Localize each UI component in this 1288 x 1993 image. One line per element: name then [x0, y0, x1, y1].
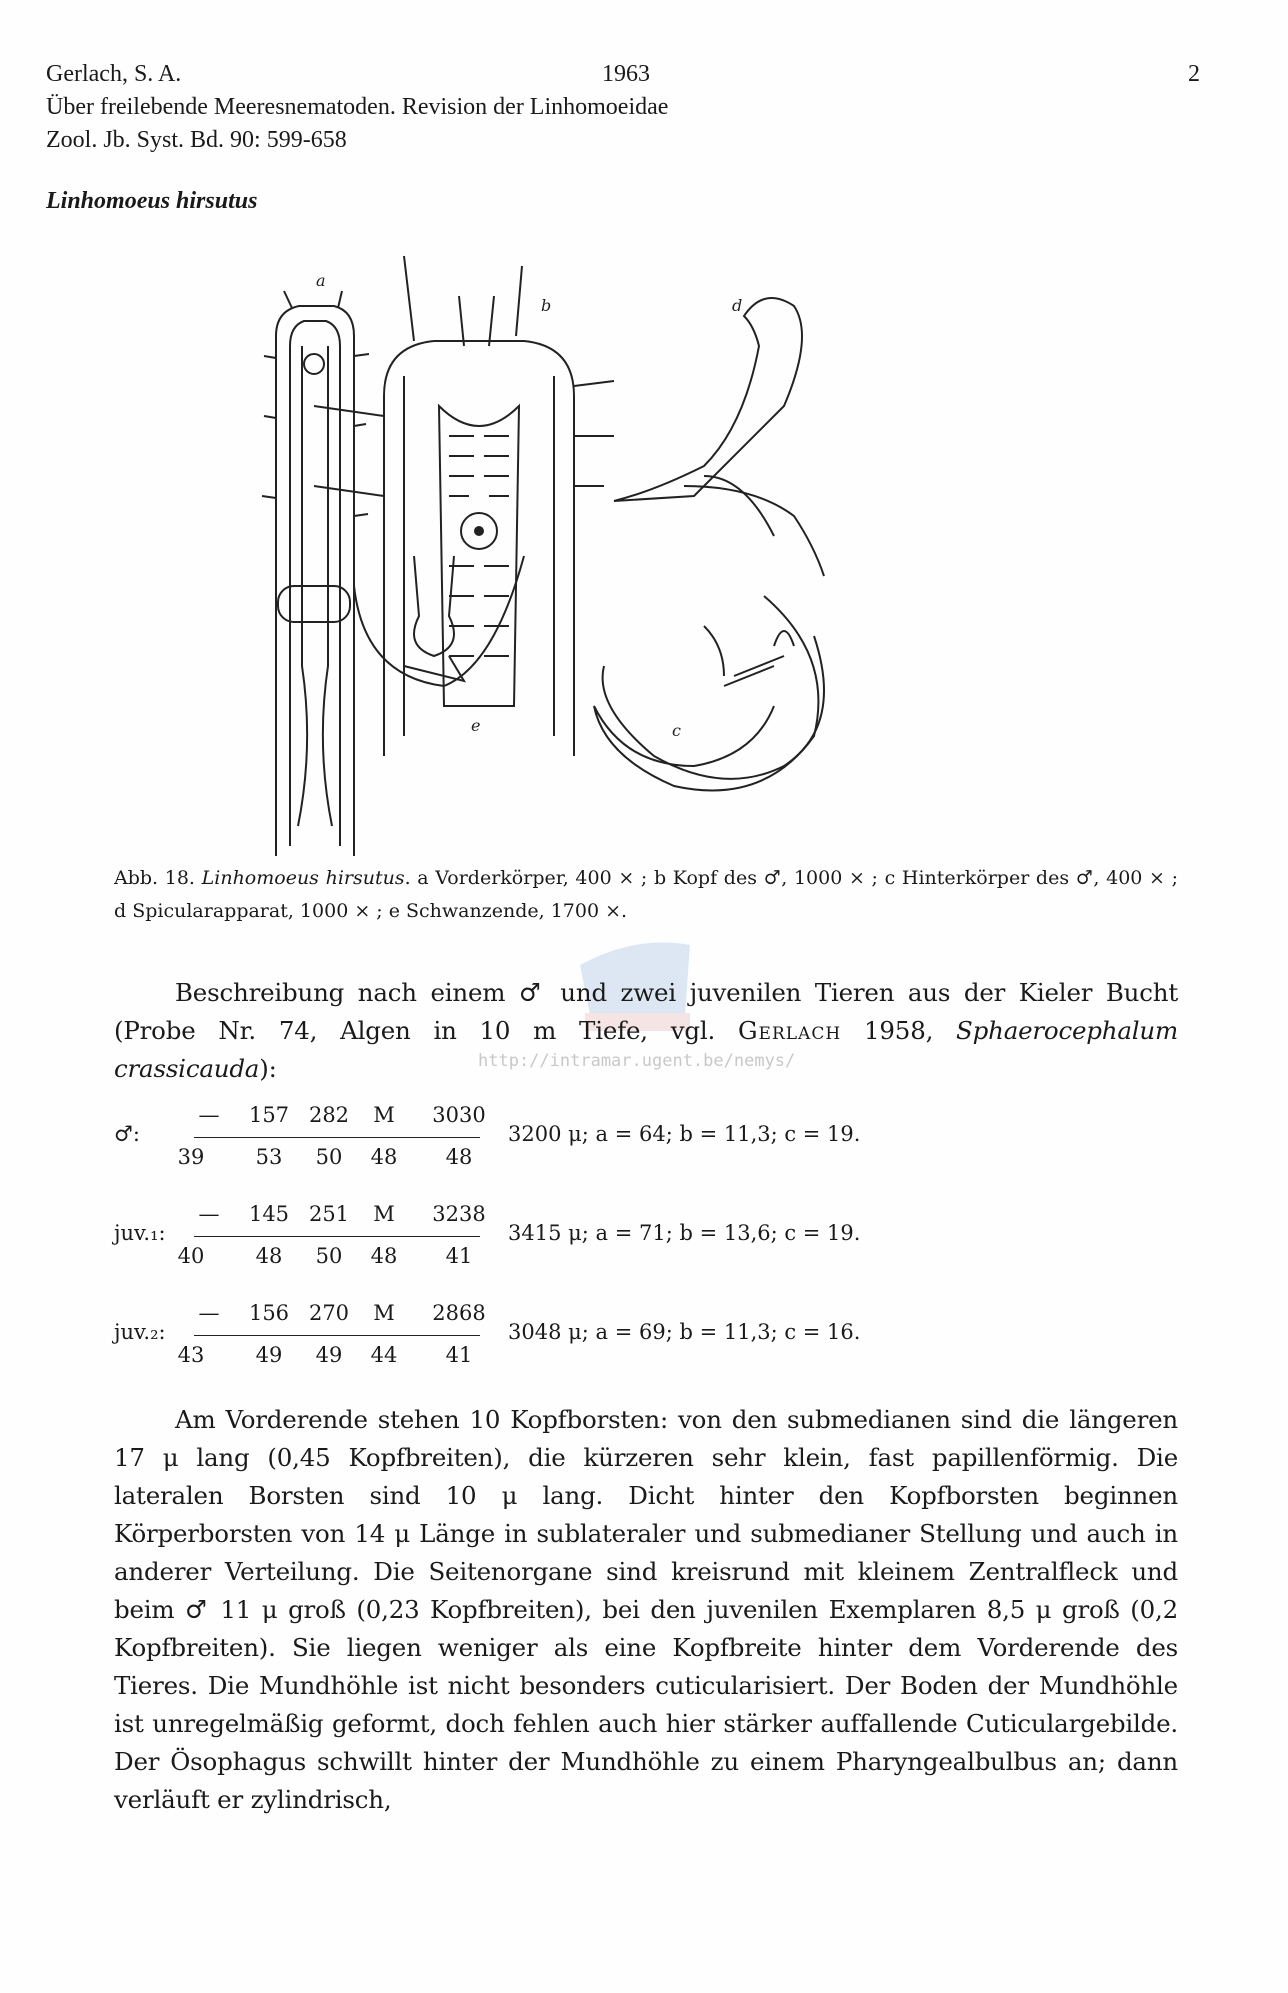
formula-row [114, 1097, 1014, 1177]
figure-label-a: a [316, 271, 326, 290]
formula-bottom-value: 48 [445, 1145, 473, 1169]
formula-bottom-value: 43 [177, 1343, 205, 1367]
species-title: Linhomoeus hirsutus [46, 188, 258, 214]
intro-text: Beschreibung nach einem ♂ und zwei juvenilen Tieren aus der Kieler Bucht (Probe Nr. 74, Algen in 10 m Tiefe, vgl. [114, 978, 1178, 1045]
caption-species: Linhomoeus hirsutus [201, 867, 405, 889]
figure-a-anterior-body [262, 291, 369, 856]
formula-top-value: 251 [308, 1202, 350, 1226]
formula-label: juv.₁: [114, 1221, 166, 1245]
author: Gerlach, S. A. [46, 61, 182, 87]
formula-result: 3415 μ; a = 71; b = 13,6; c = 19. [508, 1221, 861, 1245]
fraction-bar [194, 1236, 480, 1237]
figure-label-e: e [471, 716, 481, 735]
formula-top-value: 2868 [432, 1301, 486, 1325]
caption-prefix: Abb. 18. [114, 867, 195, 889]
formula-top-value: — [198, 1103, 220, 1127]
formula-bottom-value: 41 [445, 1244, 473, 1268]
year: 1963 [602, 61, 650, 87]
body-paragraph [114, 1401, 1178, 1819]
formula-top-value: M [373, 1301, 395, 1325]
cited-author: Gerlach [737, 1016, 842, 1045]
page-number: 2 [1188, 61, 1200, 87]
formula-bottom-value: 48 [370, 1244, 398, 1268]
fraction-bar [194, 1335, 480, 1336]
formula-top-value: M [373, 1202, 395, 1226]
formula-top-value: 270 [308, 1301, 350, 1325]
formula-row [114, 1196, 1014, 1276]
formula-top-value: 145 [248, 1202, 290, 1226]
caption-text: . a Vorderkörper, 400 × ; b Kopf des ♂, 1000 × ; c Hinterkörper des ♂, 400 × ; d Spicularapparat, 1000 × ; e Schwanzende, 1700 ×. [114, 867, 1179, 922]
formula-bottom-value: 50 [315, 1244, 343, 1268]
figure-label-b: b [541, 296, 552, 315]
figure-label-c: c [672, 721, 681, 740]
cited-species: Sphaerocephalum crassicauda [114, 1016, 1178, 1083]
formula-top-value: — [198, 1202, 220, 1226]
formula-result: 3048 μ; a = 69; b = 11,3; c = 16. [508, 1320, 861, 1344]
figure-e-tail [354, 556, 524, 686]
figure-c-posterior-body [594, 596, 824, 790]
formula-bottom-value: 44 [370, 1343, 398, 1367]
formula-top-value: M [373, 1103, 395, 1127]
paper-title: Über freilebende Meeresnematoden. Revision der Linhomoeidae [46, 94, 669, 120]
formula-top-value: — [198, 1301, 220, 1325]
figure-d-spicular-apparatus [614, 298, 824, 576]
formula-bottom-value: 53 [255, 1145, 283, 1169]
journal: Zool. Jb. Syst. Bd. 90: 599-658 [46, 127, 347, 153]
formula-bottom-value: 39 [177, 1145, 205, 1169]
intro-paragraph [114, 974, 1178, 1088]
formula-bottom-value: 41 [445, 1343, 473, 1367]
formula-top-value: 3030 [432, 1103, 486, 1127]
formula-bottom-value: 50 [315, 1145, 343, 1169]
fraction-bar [194, 1137, 480, 1138]
intro-year: 1958, [841, 1016, 957, 1045]
formula-bottom-value: 49 [255, 1343, 283, 1367]
formula-bottom-value: 40 [177, 1244, 205, 1268]
figure-drawing [254, 271, 1054, 856]
formula-top-value: 156 [248, 1301, 290, 1325]
formula-bottom-value: 48 [370, 1145, 398, 1169]
formula-top-value: 282 [308, 1103, 350, 1127]
body-text: Am Vorderende stehen 10 Kopfborsten: von den submedianen sind die längeren 17 μ lang (0,45 Kopfbreiten), die kürzeren sehr klein, fast papillenförmig. Die lateralen Borsten sind 10 μ lang. Dicht hinter den Kopfborsten beginnen Körperborsten von 14 μ Länge in sublateraler und submedianer Stellung und auch in anderer Verteilung. Die Seitenorgane sind kreisrund mit kleinem Zentralfleck und beim ♂ 11 μ groß (0,23 Kopfbreiten), bei den juvenilen Exemplaren 8,5 μ groß (0,2 Kopfbreiten). Sie liegen weniger als eine Kopfbreite hinter dem Vorderende des Tieres. Die Mundhöhle ist nicht besonders cuticularisiert. Der Boden der Mundhöhle ist unregelmäßig geformt, doch fehlen auch hier stärker auffallende Cuticulargebilde. Der Ösophagus schwillt hinter der Mundhöhle zu einem Pharyngealbulbus an; dann verläuft er zylindrisch, [114, 1405, 1178, 1814]
formula-bottom-value: 49 [315, 1343, 343, 1367]
formula-bottom-value: 48 [255, 1244, 283, 1268]
formula-top-value: 3238 [432, 1202, 486, 1226]
formula-result: 3200 μ; a = 64; b = 11,3; c = 19. [508, 1122, 861, 1146]
formula-top-value: 157 [248, 1103, 290, 1127]
watermark-url: http://intramar.ugent.be/nemys/ [478, 1051, 796, 1071]
formula-row [114, 1295, 1014, 1375]
figure-label-d: d [732, 296, 743, 315]
intro-end: ): [259, 1054, 277, 1083]
formula-label: ♂: [114, 1122, 140, 1146]
figure-caption [114, 862, 1178, 928]
formula-label: juv.₂: [114, 1320, 166, 1344]
